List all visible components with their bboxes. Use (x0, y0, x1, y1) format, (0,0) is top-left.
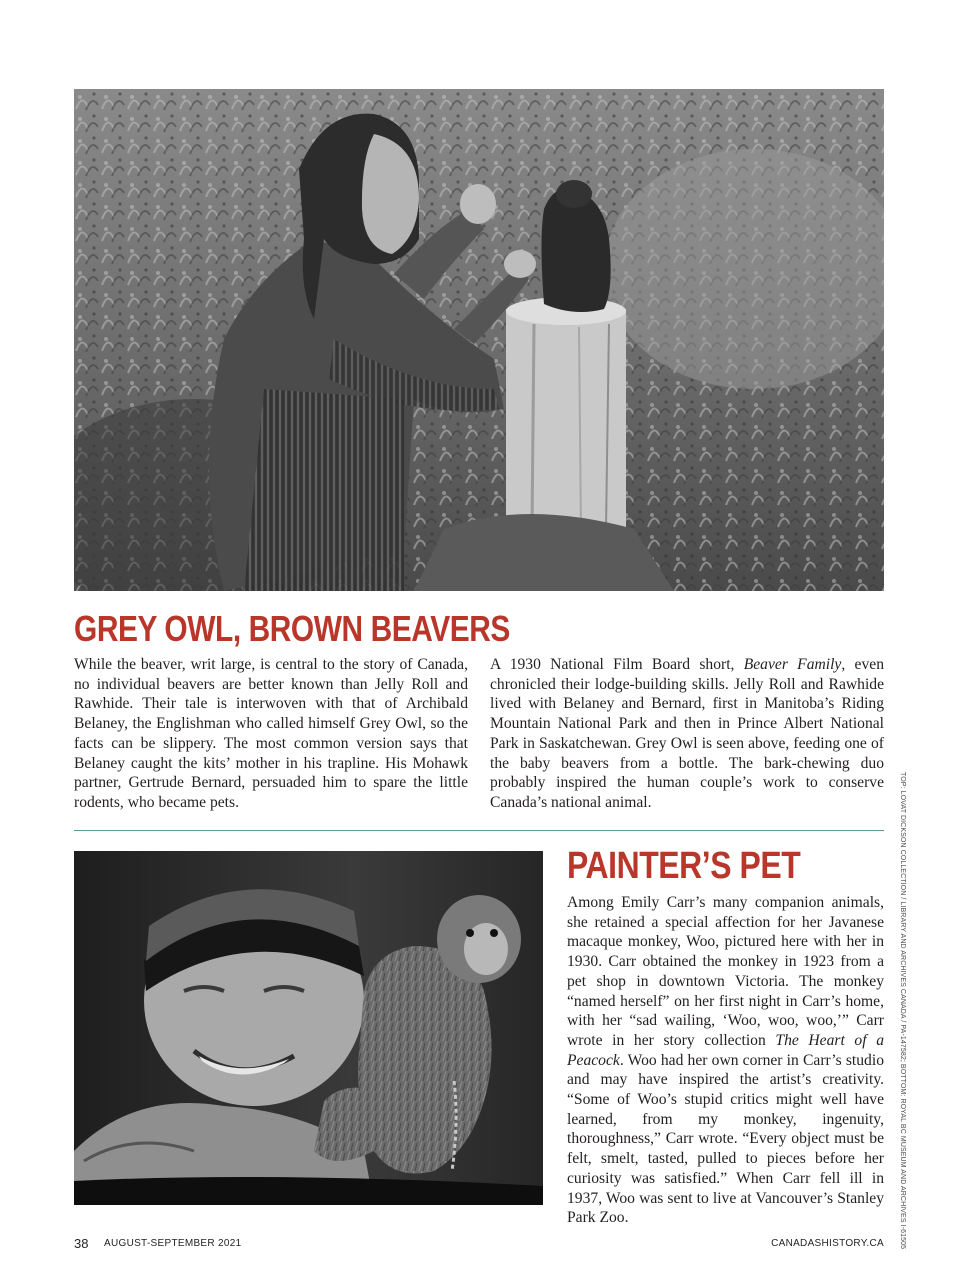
book-title-heart-of-a-peacock: The Heart of a Peacock (567, 1031, 884, 1069)
grey-owl-col2-text-a: A 1930 National Film Board short, (490, 656, 744, 673)
grey-owl-body-column-1: While the beaver, writ large, is central to the story of Canada, no individual beavers are better known than Jelly Roll and Rawhide. Their tale is interwoven with that of Archibald Belaney, the Englishman who called himself Grey Owl, so the facts can be slippery. The most common version says that Belaney caught the kits’ mother in his trapline. His Mohawk partner, Gertrude Bernard, persuaded him to spare the little rodents, who became pets. (74, 656, 468, 811)
section-divider (74, 830, 884, 831)
painters-pet-body (567, 893, 884, 1228)
emily-carr-woo-photo (74, 851, 543, 1205)
grey-owl-headline: GREY OWL, BROWN BEAVERS (74, 608, 510, 649)
grey-owl-body-column-2 (490, 655, 884, 813)
grey-owl-beaver-photo (74, 89, 884, 591)
issue-date: AUGUST-SEPTEMBER 2021 (104, 1238, 242, 1249)
page-number: 38 (74, 1236, 89, 1251)
emily-carr-woo-image (74, 851, 543, 1205)
film-title-beaver-family: Beaver Family (743, 656, 842, 673)
painters-pet-headline: PAINTER’S PET (567, 845, 801, 887)
website-link[interactable]: CANADASHISTORY.CA (771, 1238, 884, 1249)
grey-owl-col2-text-b: , even chronicled their lodge-building skills. Jelly Roll and Rawhide lived with Belaney and Bernard, first in Manitoba’s Riding Mountain National Park and then in Prince Albert National Park in Saskatchewan. Grey Owl is seen above, feeding one of the baby beavers from a bottle. The bark-chewing duo probably inspired the human couple’s work to conserve Canada’s national animal. (490, 656, 884, 811)
painters-pet-text-a: Among Emily Carr’s many companion animals, she retained a special affection for her Javanese macaque monkey, Woo, pictured here with her in 1930. Carr obtained the monkey in 1923 from a pet shop in downtown Victoria. The monkey “named herself” on her first night in Carr’s home, with her “sad wailing, ‘Woo, woo, woo,’” Carr wrote in her story collection (567, 894, 884, 1049)
photo-credit: TOP: LOVAT DICKSON COLLECTION / LIBRARY AND ARCHIVES CANADA / PA-147582; BOTTOM: ROYAL BC MUSEUM AND ARCHIVES I-61505 (899, 772, 906, 1250)
grey-owl-beaver-image (74, 89, 884, 591)
painters-pet-text-b: . Woo had her own corner in Carr’s studio and may have inspired the artist’s creativity. “Some of Woo’s stupid critics might well have learned, from my monkey, ingenuity, thoroughness,” Carr wrote. “Every object must be felt, smelt, tasted, pulled to pieces before her curiosity was satisfied.” When Carr fell ill in 1937, Woo was sent to live at Vancouver’s Stanley Park Zoo. (567, 1051, 884, 1227)
